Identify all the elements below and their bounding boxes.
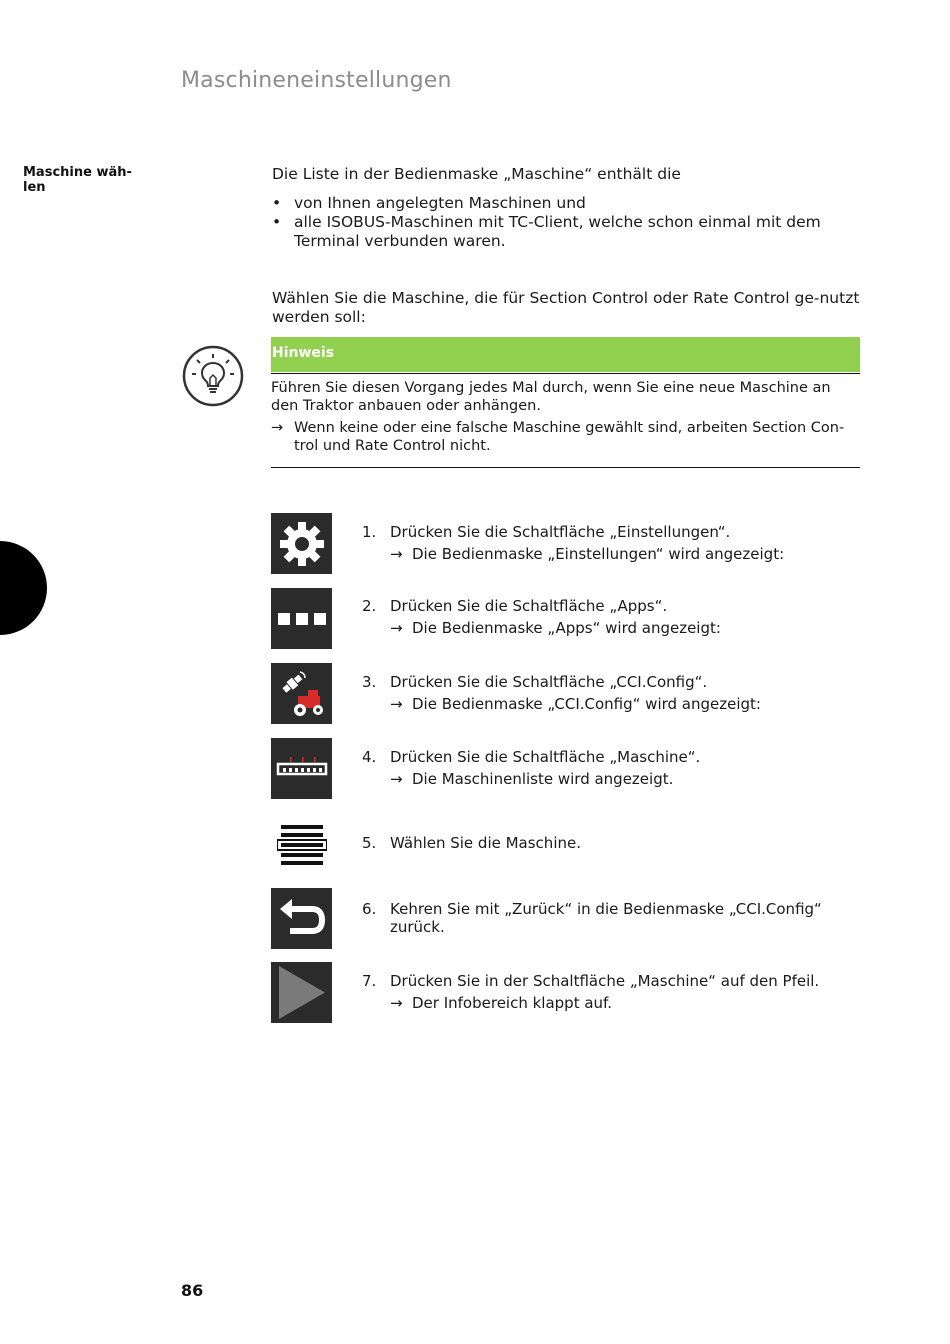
hint-title: Hinweis [272,345,335,361]
step-text: Drücken Sie die Schaltfläche „Einstellungen“. [390,523,731,541]
apps-icon [271,588,332,649]
machine-boom-icon [271,738,332,799]
step-number: 7. [362,972,377,990]
step-result-text: Die Bedienmaske „Einstellungen“ wird angezeigt: [412,545,785,563]
list-item [272,213,862,251]
step-text: Drücken Sie die Schaltfläche „CCI.Config“. [390,673,708,691]
cci-config-tractor-icon [271,663,332,724]
bullet-dot: • [272,194,282,212]
play-arrow-icon [271,962,332,1023]
lightbulb-icon [182,345,244,407]
section-side-label [23,165,153,195]
step-number: 2. [362,597,377,615]
page-number: 86 [181,1281,204,1300]
step-1 [362,523,852,563]
step-text: Kehren Sie mit „Zurück“ in die Bedienmaske „CCI.Config“ zurück. [390,900,822,936]
list-item [272,194,862,213]
arrow-icon: → [271,420,284,436]
step-number: 5. [362,834,377,852]
step-result [390,695,852,713]
step-3 [362,673,852,713]
step-result [390,545,852,563]
hint-consequence [271,420,846,455]
arrow-icon: → [390,619,403,637]
step-number: 1. [362,523,377,541]
step-result [390,770,852,788]
page-header-title: Maschineneinstellungen [181,68,452,93]
step-text: Drücken Sie die Schaltfläche „Apps“. [390,597,668,615]
step-number: 3. [362,673,377,691]
arrow-icon: → [390,545,403,563]
hint-text: Führen Sie diesen Vorgang jedes Mal durch, wenn Sie eine neue Maschine an den Traktor anbauen oder anhängen. [271,380,831,414]
step-4 [362,748,852,788]
step-text: Drücken Sie die Schaltfläche „Maschine“. [390,748,701,766]
arrow-icon: → [390,994,403,1012]
step-number: 4. [362,748,377,766]
step-result-text: Die Maschinenliste wird angezeigt. [412,770,674,788]
choose-machine-paragraph: Wählen Sie die Maschine, die für Section Control oder Rate Control ge-nutzt werden soll: [272,289,860,326]
arrow-icon: → [390,770,403,788]
step-result [390,619,852,637]
side-label-line2: len [23,180,46,195]
hint-divider-top [271,373,860,374]
step-text: Drücken Sie in der Schaltfläche „Maschine“ auf den Pfeil. [390,972,820,990]
bullet-text: von Ihnen angelegten Maschinen und [294,194,586,212]
intro-paragraph: Die Liste in der Bedienmaske „Maschine“ enthält die [272,165,681,183]
bullet-list [272,194,862,251]
step-7 [362,972,852,1012]
step-result-text: Der Infobereich klappt auf. [412,994,613,1012]
side-label-line1: Maschine wäh- [23,165,132,180]
step-result [390,994,852,1012]
step-5 [362,834,852,852]
step-6 [362,900,852,936]
step-result-text: Die Bedienmaske „Apps“ wird angezeigt: [412,619,721,637]
bullet-dot: • [272,213,282,231]
bullet-text: alle ISOBUS-Maschinen mit TC-Client, welche schon einmal mit dem Terminal verbunden waren. [294,213,821,250]
back-icon [271,888,332,949]
hint-consequence-text: Wenn keine oder eine falsche Maschine gewählt sind, arbeiten Section Con-trol und Rate Control nicht. [294,420,845,454]
step-result-text: Die Bedienmaske „CCI.Config“ wird angezeigt: [412,695,761,713]
hint-divider-bottom [271,467,860,468]
gear-icon [271,513,332,574]
step-number: 6. [362,900,377,918]
step-2 [362,597,852,637]
list-icon [271,814,332,875]
hint-header [271,337,860,372]
chapter-tab-marker [0,541,47,635]
step-text: Wählen Sie die Maschine. [390,834,581,852]
arrow-icon: → [390,695,403,713]
